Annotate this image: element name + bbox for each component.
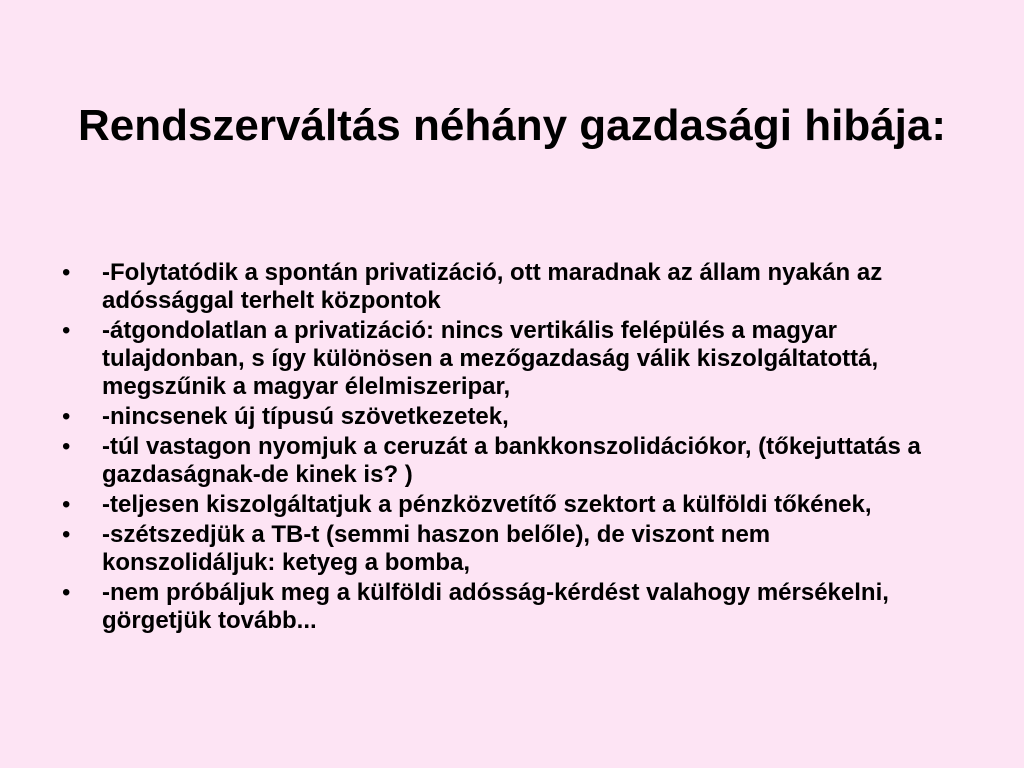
bullet-text: -nincsenek új típusú szövetkezetek, <box>102 403 509 430</box>
bullet-item <box>60 521 940 577</box>
bullet-icon: • <box>62 317 71 344</box>
bullet-text: -átgondolatlan a privatizáció: nincs vertikális felépülés a magyar tulajdonban, s így különösen a mezőgazdaság válik kiszolgáltatottá, megszűnik a magyar élelmiszeripar, <box>102 317 879 400</box>
bullet-item <box>60 491 940 519</box>
bullet-icon: • <box>62 521 71 548</box>
bullet-item <box>60 403 940 431</box>
bullet-text: -Folytatódik a spontán privatizáció, ott maradnak az állam nyakán az adóssággal terhelt központok <box>102 259 883 314</box>
bullet-icon: • <box>62 433 71 460</box>
bullet-text: -túl vastagon nyomjuk a ceruzát a bankkonszolidációkor, (tőkejuttatás a gazdaságnak-de kinek is? ) <box>102 433 921 488</box>
bullet-icon: • <box>62 403 71 430</box>
bullet-icon: • <box>62 579 71 606</box>
bullet-icon: • <box>62 491 71 518</box>
bullet-list <box>60 259 940 637</box>
bullet-item <box>60 317 940 401</box>
bullet-text: -nem próbáljuk meg a külföldi adósság-kérdést valahogy mérsékelni, görgetjük tovább... <box>102 579 889 634</box>
slide-title: Rendszerváltás néhány gazdasági hibája: <box>77 101 947 150</box>
bullet-item <box>60 579 940 635</box>
bullet-text: -teljesen kiszolgáltatjuk a pénzközvetítő szektort a külföldi tőkének, <box>102 491 872 518</box>
bullet-item <box>60 259 940 315</box>
bullet-item <box>60 433 940 489</box>
bullet-icon: • <box>62 259 71 286</box>
bullet-text: -szétszedjük a TB-t (semmi haszon belőle), de viszont nem konszolidáljuk: ketyeg a bomba, <box>102 521 771 576</box>
